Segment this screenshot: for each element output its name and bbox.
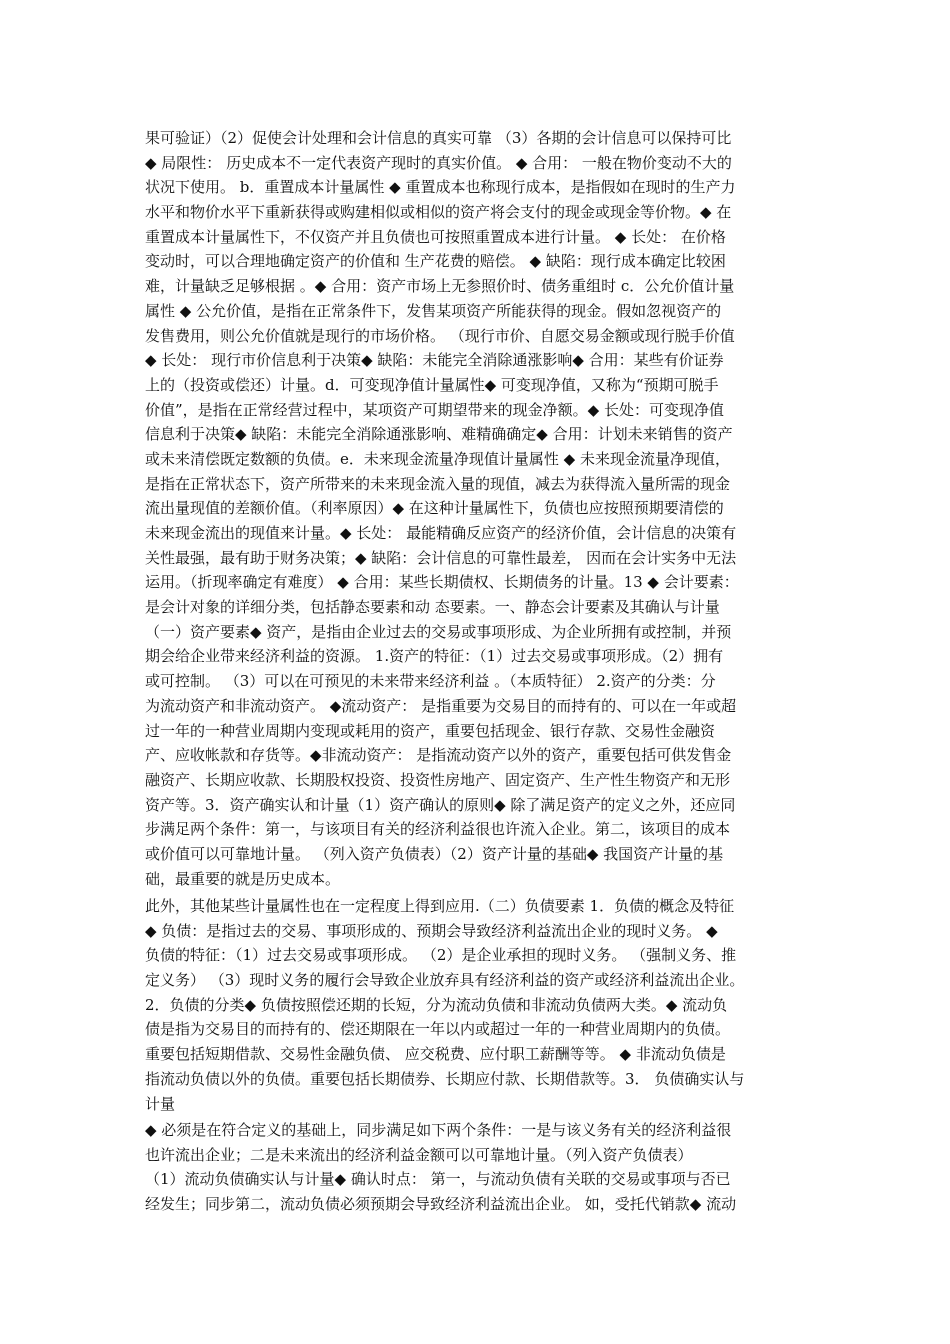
text-line: 属性 ◆ 公允价值，是指在正常条件下，发售某项资产所能获得的现金。假如忽视资产的	[145, 301, 722, 320]
text-line: 状况下使用。 b．重置成本计量属性 ◆ 重置成本也称现行成本，是指假如在现时的生产力	[145, 178, 736, 197]
text-line: 债是指为交易目的而持有的、偿还期限在一年以内或超过一年的一种营业周期内的负债。	[145, 1020, 731, 1039]
paragraph-1	[145, 126, 815, 891]
text-line: 流出量现值的差额价值。（利率原因）◆ 在这种计量属性下，负债也应按照预期要清偿的	[145, 499, 724, 518]
paragraph-3	[145, 1118, 815, 1217]
text-line: 也许流出企业；二是未来流出的经济利益金额可以可靠地计量。（列入资产负债表）	[145, 1145, 693, 1164]
text-line: 计量	[145, 1094, 176, 1113]
text-line: 步满足两个条件：第一，与该项目有关的经济利益很也许流入企业。第二，该项目的成本	[145, 820, 731, 839]
text-line: 重要包括短期借款、交易性金融负债、 应交税费、应付职工薪酬等等。 ◆ 非流动负债是	[145, 1045, 726, 1064]
text-line: 果可验证）（2）促使会计处理和会计信息的真实可靠 （3）各期的会计信息可以保持可比	[145, 129, 732, 147]
text-line: 或未来清偿既定数额的负债。e．未来现金流量净现值计量属性 ◆ 未来现金流量净现值，	[145, 449, 730, 468]
text-line: 发售费用，则公允价值就是现行的市场价格。 （现行市价、自愿交易金额或现行脱手价值	[145, 326, 735, 345]
text-line: 融资产、长期应收款、长期股权投资、投资性房地产、固定资产、生产性生物资产和无形	[145, 770, 731, 789]
text-line: ◆ 必须是在符合定义的基础上，同步满足如下两个条件：一是与该义务有关的经济利益很	[145, 1121, 732, 1139]
text-line: 2．负债的分类◆ 负债按照偿还期的长短，分为流动负债和非流动负债两大类。◆ 流动负	[145, 995, 728, 1014]
text-line: （1）流动负债确实认与计量◆ 确认时点： 第一，与流动负债有关联的交易或事项与否已	[145, 1170, 731, 1189]
text-line: 础，最重要的就是历史成本。	[145, 869, 341, 888]
text-line: 定义务） （3）现时义务的履行会导致企业放弃具有经济利益的资产或经济利益流出企业。	[145, 971, 745, 990]
text-line: 运用。（折现率确定有难度） ◆ 合用：某些长期债权、长期债务的计量。13 ◆ 会计要素：	[145, 573, 739, 592]
text-line: 过一年的一种营业周期内变现或耗用的资产，重要包括现金、银行存款、交易性金融资	[145, 721, 716, 740]
text-line: 价值”，是指在正常经营过程中，某项资产可期望带来的现金净额。◆ 长处：可变现净值	[145, 400, 724, 419]
text-line: 上的（投资或偿还）计量。d．可变现净值计量属性◆ 可变现净值，又称为“预期可脱手	[145, 375, 719, 394]
text-line: 或可控制。 （3）可以在可预见的未来带来经济利益 。（本质特征） 2.资产的分类：分	[145, 672, 716, 691]
text-line: 水平和物价水平下重新获得或购建相似或相似的资产将会支付的现金或现金等价物。◆ 在	[145, 203, 732, 222]
text-line: 关性最强，最有助于财务决策；◆ 缺陷：会计信息的可靠性最差， 因而在会计实务中无法	[145, 548, 737, 567]
text-line: 期会给企业带来经济利益的资源。 1.资产的特征：（1）过去交易或事项形成。（2）拥有	[145, 647, 724, 666]
text-line: 变动时，可以合理地确定资产的价值和 生产花费的赔偿。 ◆ 缺陷：现行成本确定比较困	[145, 252, 726, 271]
paragraph-2	[145, 894, 815, 1116]
text-line: ◆ 长处： 现行市价信息利于决策◆ 缺陷：未能完全消除通涨影响◆ 合用：某些有价证券	[145, 351, 724, 370]
text-line: 指流动负债以外的负债。重要包括长期债券、长期应付款、长期借款等。3． 负债确实认与	[145, 1069, 745, 1088]
text-line: 负债的特征：（1）过去交易或事项形成。 （2）是企业承担的现时义务。 （强制义务、推	[145, 946, 737, 965]
text-line: 重置成本计量属性下，不仅资产并且负债也可按照重置成本进行计量。 ◆ 长处： 在价格	[145, 227, 726, 246]
text-line: 或价值可以可靠地计量。 （列入资产负债表）（2）资产计量的基础◆ 我国资产计量的基	[145, 844, 724, 863]
text-line: 信息利于决策◆ 缺陷：未能完全消除通涨影响、难精确确定◆ 合用：计划未来销售的资产	[145, 425, 733, 444]
text-line: 经发生；同步第二，流动负债必须预期会导致经济利益流出企业。 如，受托代销款◆ 流动	[145, 1195, 737, 1214]
text-line: （一）资产要素◆ 资产，是指由企业过去的交易或事项形成、为企业所拥有或控制，并预	[145, 622, 732, 641]
text-line: 是指在正常状态下，资产所带来的未来现金流入量的现值，减去为获得流入量所需的现金	[145, 474, 731, 493]
text-line: 此外，其他某些计量属性也在一定程度上得到应用.（二）负债要素 1．负债的概念及特征	[145, 897, 735, 915]
text-line: 未来现金流出的现值来计量。◆ 长处： 最能精确反应资产的经济价值，会计信息的决策有	[145, 524, 737, 542]
text-line: 难，计量缺乏足够根据 。◆ 合用：资产市场上无参照价时、债务重组时 c．公允价值计量	[145, 277, 735, 296]
text-line: 资产等。3．资产确实认和计量（1）资产确认的原则◆ 除了满足资产的定义之外，还应同	[145, 795, 736, 814]
text-line: 为流动资产和非流动资产。 ◆流动资产： 是指重要为交易目的而持有的、可以在一年或超	[145, 696, 737, 715]
text-line: ◆ 局限性： 历史成本不一定代表资产现时的真实价值。 ◆ 合用： 一般在物价变动不大的	[145, 153, 732, 172]
text-line: ◆ 负债：是指过去的交易、事项形成的、预期会导致经济利益流出企业的现时义务。 ◆	[145, 921, 718, 940]
text-line: 是会计对象的详细分类，包括静态要素和动 态要素。一、静态会计要素及其确认与计量	[145, 598, 720, 617]
text-line: 产、应收帐款和存货等。◆非流动资产： 是指流动资产以外的资产，重要包括可供发售金	[145, 746, 732, 765]
